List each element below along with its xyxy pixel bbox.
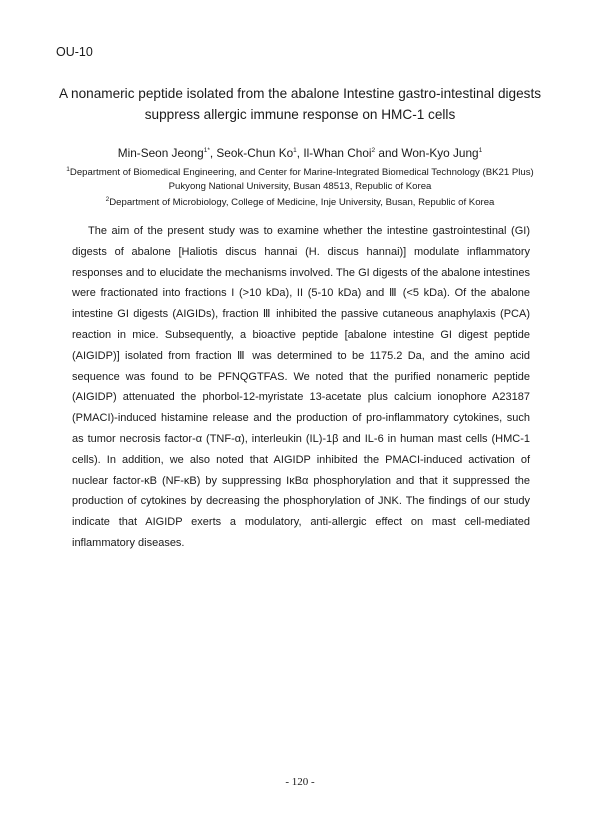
author-separator: , — [209, 146, 217, 160]
author-list — [50, 146, 550, 160]
page-number: - 120 - — [285, 776, 315, 788]
title-line-2: suppress allergic immune response on HMC-1 cells — [144, 107, 456, 122]
author-affiliation-mark: 1 — [293, 147, 297, 155]
author-affiliation-mark: 1* — [203, 147, 210, 155]
author-name: Seok-Chun Ko — [216, 146, 294, 160]
affiliation-mark: 2 — [105, 195, 110, 203]
author-name: Il-Whan Choi — [303, 146, 372, 160]
affiliation-text: Department of Microbiology, College of Medicine, Inje University, Busan, Republic of Korea — [109, 197, 495, 208]
author-affiliation-mark: 2 — [371, 147, 376, 155]
author-name: Won-Kyo Jung — [401, 146, 479, 160]
affiliation-mark: 1 — [66, 165, 70, 173]
affiliation-2 — [40, 196, 560, 210]
author-separator: , — [296, 146, 304, 160]
author-affiliation-mark: 1 — [478, 147, 483, 155]
paper-title — [50, 83, 550, 125]
author-name: Min-Seon Jeong — [117, 146, 204, 160]
affiliation-1-line-2: Pukyong National University, Busan 48513, Republic of Korea — [168, 181, 432, 192]
abstract-code: OU-10 — [56, 45, 93, 59]
title-line-1: A nonameric peptide isolated from the abalone Intestine gastro-intestinal digests — [58, 86, 542, 101]
abstract-body: The aim of the present study was to examine whether the intestine gastrointestinal (GI) digests of abalone [Haliotis discus hannai (H. discus hannai)] modulate inflammatory responses and to elucidate the mechanisms involved. The GI digests of the abalone intestines were fractionated into fractions I (>10 kDa), II (5-10 kDa) and Ⅲ (<5 kDa). Of the abalone intestine GI digests (AIGIDs), fraction Ⅲ inhibited the passive cutaneous anaphylaxis (PCA) reaction in mice. Subsequently, a bioactive peptide [abalone intestine GI digest peptide (AIGIDP)] isolated from fraction Ⅲ was determined to be 1175.2 Da, and the amino acid sequence was found to be PFNQGTFAS. We noted that the purified nonameric peptide (AIGIDP) attenuated the phorbol-12-myristate 13-acetate plus calcium ionophore A23187 (PMACI)-induced histamine release and the production of pro-inflammatory cytokines, such as tumor necrosis factor-α (TNF-α), interleukin (IL)-1β and IL-6 in human mast cells (HMC-1 cells). In addition, we also noted that AIGIDP inhibited the PMACI-induced activation of nuclear factor-κB (NF-κB) by suppressing IκBα phosphorylation and that it suppressed the production of cytokines by decreasing the phosphorylation of JNK. The findings of our study indicate that AIGIDP exerts a modulatory, anti-allergic effect on mast cell-mediated inflammatory diseases. — [72, 225, 530, 549]
affiliation-text: Department of Biomedical Engineering, and Center for Marine-Integrated Biomedical Technology (BK21 Plus) — [69, 167, 534, 178]
author-separator: and — [375, 146, 402, 160]
affiliation-1 — [40, 166, 560, 180]
